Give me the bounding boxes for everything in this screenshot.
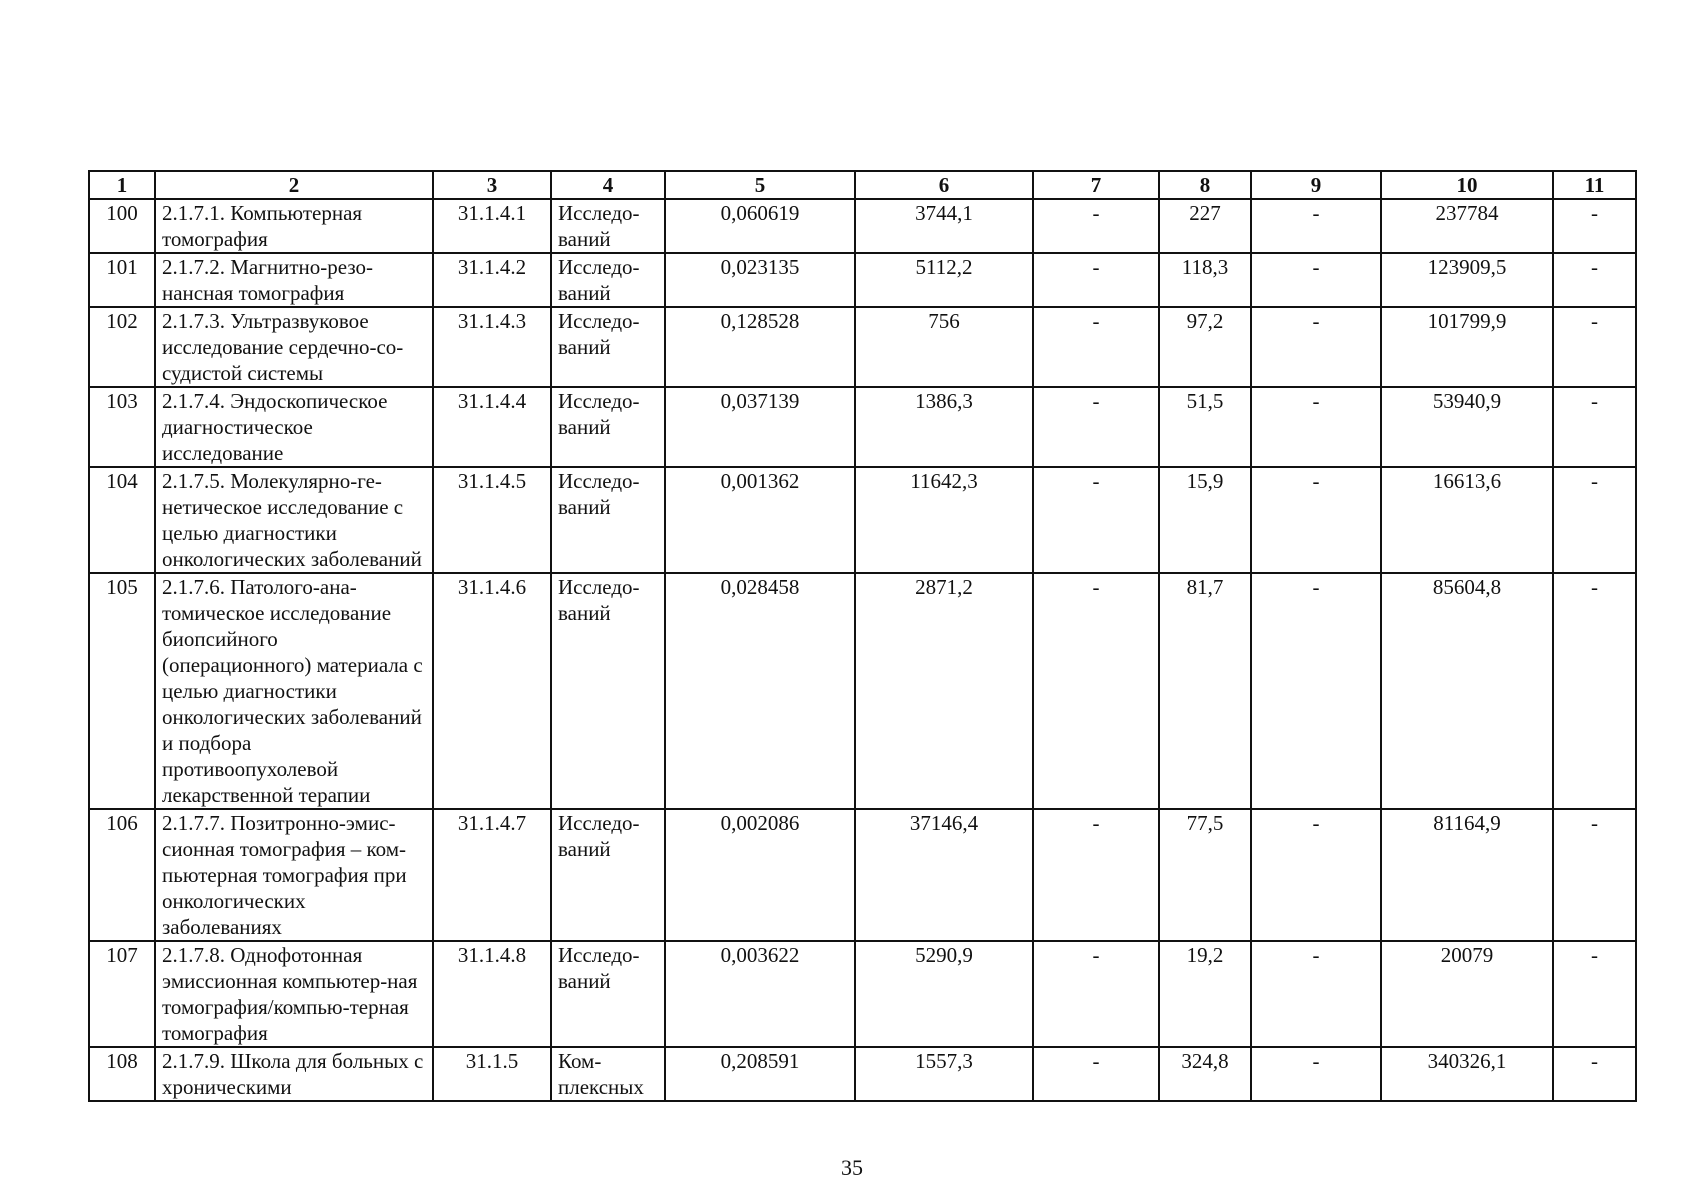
value-cell-col11: - <box>1553 387 1636 467</box>
service-name-cell: 2.1.7.9. Школа для больных с хроническими <box>155 1047 433 1101</box>
value-cell-col8: 77,5 <box>1159 809 1251 941</box>
row-number-cell: 106 <box>89 809 155 941</box>
value-cell-col9: - <box>1251 941 1381 1047</box>
column-header: 6 <box>855 171 1033 199</box>
value-cell-col6: 1386,3 <box>855 387 1033 467</box>
value-cell-col7: - <box>1033 199 1159 253</box>
table-row <box>89 387 1636 467</box>
code-cell: 31.1.4.8 <box>433 941 551 1047</box>
table-row <box>89 1047 1636 1101</box>
code-cell: 31.1.4.3 <box>433 307 551 387</box>
page-number: 35 <box>841 1155 863 1180</box>
value-cell-col8: 97,2 <box>1159 307 1251 387</box>
column-header: 1 <box>89 171 155 199</box>
table-row <box>89 573 1636 809</box>
service-name-cell: 2.1.7.3. Ультразвуковое исследование сердечно-со-судистой системы <box>155 307 433 387</box>
value-cell-col10: 237784 <box>1381 199 1553 253</box>
value-cell-col9: - <box>1251 387 1381 467</box>
value-cell-col6: 11642,3 <box>855 467 1033 573</box>
value-cell-col10: 53940,9 <box>1381 387 1553 467</box>
code-cell: 31.1.4.2 <box>433 253 551 307</box>
header-row <box>89 171 1636 199</box>
value-cell-col6: 37146,4 <box>855 809 1033 941</box>
table-row <box>89 809 1636 941</box>
value-cell-col5: 0,060619 <box>665 199 855 253</box>
value-cell-col6: 5290,9 <box>855 941 1033 1047</box>
value-cell-col7: - <box>1033 387 1159 467</box>
service-name-cell: 2.1.7.1. Компьютерная томография <box>155 199 433 253</box>
unit-cell: Ком-плексных <box>551 1047 665 1101</box>
unit-cell: Исследо-ваний <box>551 307 665 387</box>
value-cell-col6: 5112,2 <box>855 253 1033 307</box>
value-cell-col8: 324,8 <box>1159 1047 1251 1101</box>
value-cell-col7: - <box>1033 307 1159 387</box>
value-cell-col8: 118,3 <box>1159 253 1251 307</box>
value-cell-col7: - <box>1033 941 1159 1047</box>
service-name-cell: 2.1.7.2. Магнитно-резо-нансная томография <box>155 253 433 307</box>
column-header: 2 <box>155 171 433 199</box>
service-name-cell: 2.1.7.5. Молекулярно-ге-нетическое исследование с целью диагностики онкологических заболеваний <box>155 467 433 573</box>
value-cell-col11: - <box>1553 467 1636 573</box>
unit-cell: Исследо-ваний <box>551 941 665 1047</box>
data-table <box>88 170 1637 1102</box>
value-cell-col8: 227 <box>1159 199 1251 253</box>
service-name-cell: 2.1.7.8. Однофотонная эмиссионная компьютер-ная томография/компью-терная томография <box>155 941 433 1047</box>
value-cell-col9: - <box>1251 253 1381 307</box>
value-cell-col7: - <box>1033 573 1159 809</box>
value-cell-col10: 20079 <box>1381 941 1553 1047</box>
service-name-cell: 2.1.7.7. Позитронно-эмис-сионная томография – ком-пьютерная томография при онкологических заболеваниях <box>155 809 433 941</box>
row-number-cell: 101 <box>89 253 155 307</box>
row-number-cell: 100 <box>89 199 155 253</box>
column-header: 11 <box>1553 171 1636 199</box>
value-cell-col9: - <box>1251 307 1381 387</box>
value-cell-col11: - <box>1553 809 1636 941</box>
unit-cell: Исследо-ваний <box>551 199 665 253</box>
value-cell-col5: 0,023135 <box>665 253 855 307</box>
value-cell-col10: 85604,8 <box>1381 573 1553 809</box>
column-header: 5 <box>665 171 855 199</box>
value-cell-col8: 81,7 <box>1159 573 1251 809</box>
value-cell-col9: - <box>1251 573 1381 809</box>
table-row <box>89 941 1636 1047</box>
value-cell-col6: 1557,3 <box>855 1047 1033 1101</box>
value-cell-col5: 0,128528 <box>665 307 855 387</box>
column-header: 3 <box>433 171 551 199</box>
value-cell-col11: - <box>1553 307 1636 387</box>
value-cell-col7: - <box>1033 467 1159 573</box>
value-cell-col6: 3744,1 <box>855 199 1033 253</box>
table-row <box>89 253 1636 307</box>
value-cell-col9: - <box>1251 1047 1381 1101</box>
row-number-cell: 105 <box>89 573 155 809</box>
value-cell-col7: - <box>1033 1047 1159 1101</box>
column-header: 9 <box>1251 171 1381 199</box>
value-cell-col9: - <box>1251 467 1381 573</box>
value-cell-col10: 123909,5 <box>1381 253 1553 307</box>
column-header: 8 <box>1159 171 1251 199</box>
unit-cell: Исследо-ваний <box>551 809 665 941</box>
row-number-cell: 107 <box>89 941 155 1047</box>
row-number-cell: 102 <box>89 307 155 387</box>
table-body <box>89 199 1636 1101</box>
value-cell-col9: - <box>1251 809 1381 941</box>
value-cell-col5: 0,001362 <box>665 467 855 573</box>
value-cell-col5: 0,028458 <box>665 573 855 809</box>
value-cell-col11: - <box>1553 573 1636 809</box>
table-row <box>89 467 1636 573</box>
value-cell-col8: 19,2 <box>1159 941 1251 1047</box>
table-row <box>89 307 1636 387</box>
value-cell-col8: 51,5 <box>1159 387 1251 467</box>
value-cell-col11: - <box>1553 941 1636 1047</box>
column-header: 10 <box>1381 171 1553 199</box>
value-cell-col9: - <box>1251 199 1381 253</box>
row-number-cell: 104 <box>89 467 155 573</box>
code-cell: 31.1.4.7 <box>433 809 551 941</box>
column-header: 7 <box>1033 171 1159 199</box>
value-cell-col5: 0,003622 <box>665 941 855 1047</box>
row-number-cell: 108 <box>89 1047 155 1101</box>
value-cell-col11: - <box>1553 1047 1636 1101</box>
service-name-cell: 2.1.7.6. Патолого-ана-томическое исследование биопсийного (операционного) материала с целью диагностики онкологических заболеваний и подбора противоопухолевой лекарственной терапии <box>155 573 433 809</box>
code-cell: 31.1.5 <box>433 1047 551 1101</box>
value-cell-col10: 81164,9 <box>1381 809 1553 941</box>
code-cell: 31.1.4.4 <box>433 387 551 467</box>
value-cell-col8: 15,9 <box>1159 467 1251 573</box>
value-cell-col6: 2871,2 <box>855 573 1033 809</box>
value-cell-col10: 101799,9 <box>1381 307 1553 387</box>
column-header: 4 <box>551 171 665 199</box>
value-cell-col11: - <box>1553 199 1636 253</box>
unit-cell: Исследо-ваний <box>551 573 665 809</box>
code-cell: 31.1.4.1 <box>433 199 551 253</box>
code-cell: 31.1.4.5 <box>433 467 551 573</box>
value-cell-col5: 0,002086 <box>665 809 855 941</box>
unit-cell: Исследо-ваний <box>551 387 665 467</box>
code-cell: 31.1.4.6 <box>433 573 551 809</box>
value-cell-col7: - <box>1033 809 1159 941</box>
value-cell-col10: 16613,6 <box>1381 467 1553 573</box>
row-number-cell: 103 <box>89 387 155 467</box>
value-cell-col5: 0,037139 <box>665 387 855 467</box>
value-cell-col7: - <box>1033 253 1159 307</box>
value-cell-col6: 756 <box>855 307 1033 387</box>
value-cell-col10: 340326,1 <box>1381 1047 1553 1101</box>
value-cell-col11: - <box>1553 253 1636 307</box>
unit-cell: Исследо-ваний <box>551 253 665 307</box>
unit-cell: Исследо-ваний <box>551 467 665 573</box>
service-name-cell: 2.1.7.4. Эндоскопическое диагностическое исследование <box>155 387 433 467</box>
table-row <box>89 199 1636 253</box>
value-cell-col5: 0,208591 <box>665 1047 855 1101</box>
